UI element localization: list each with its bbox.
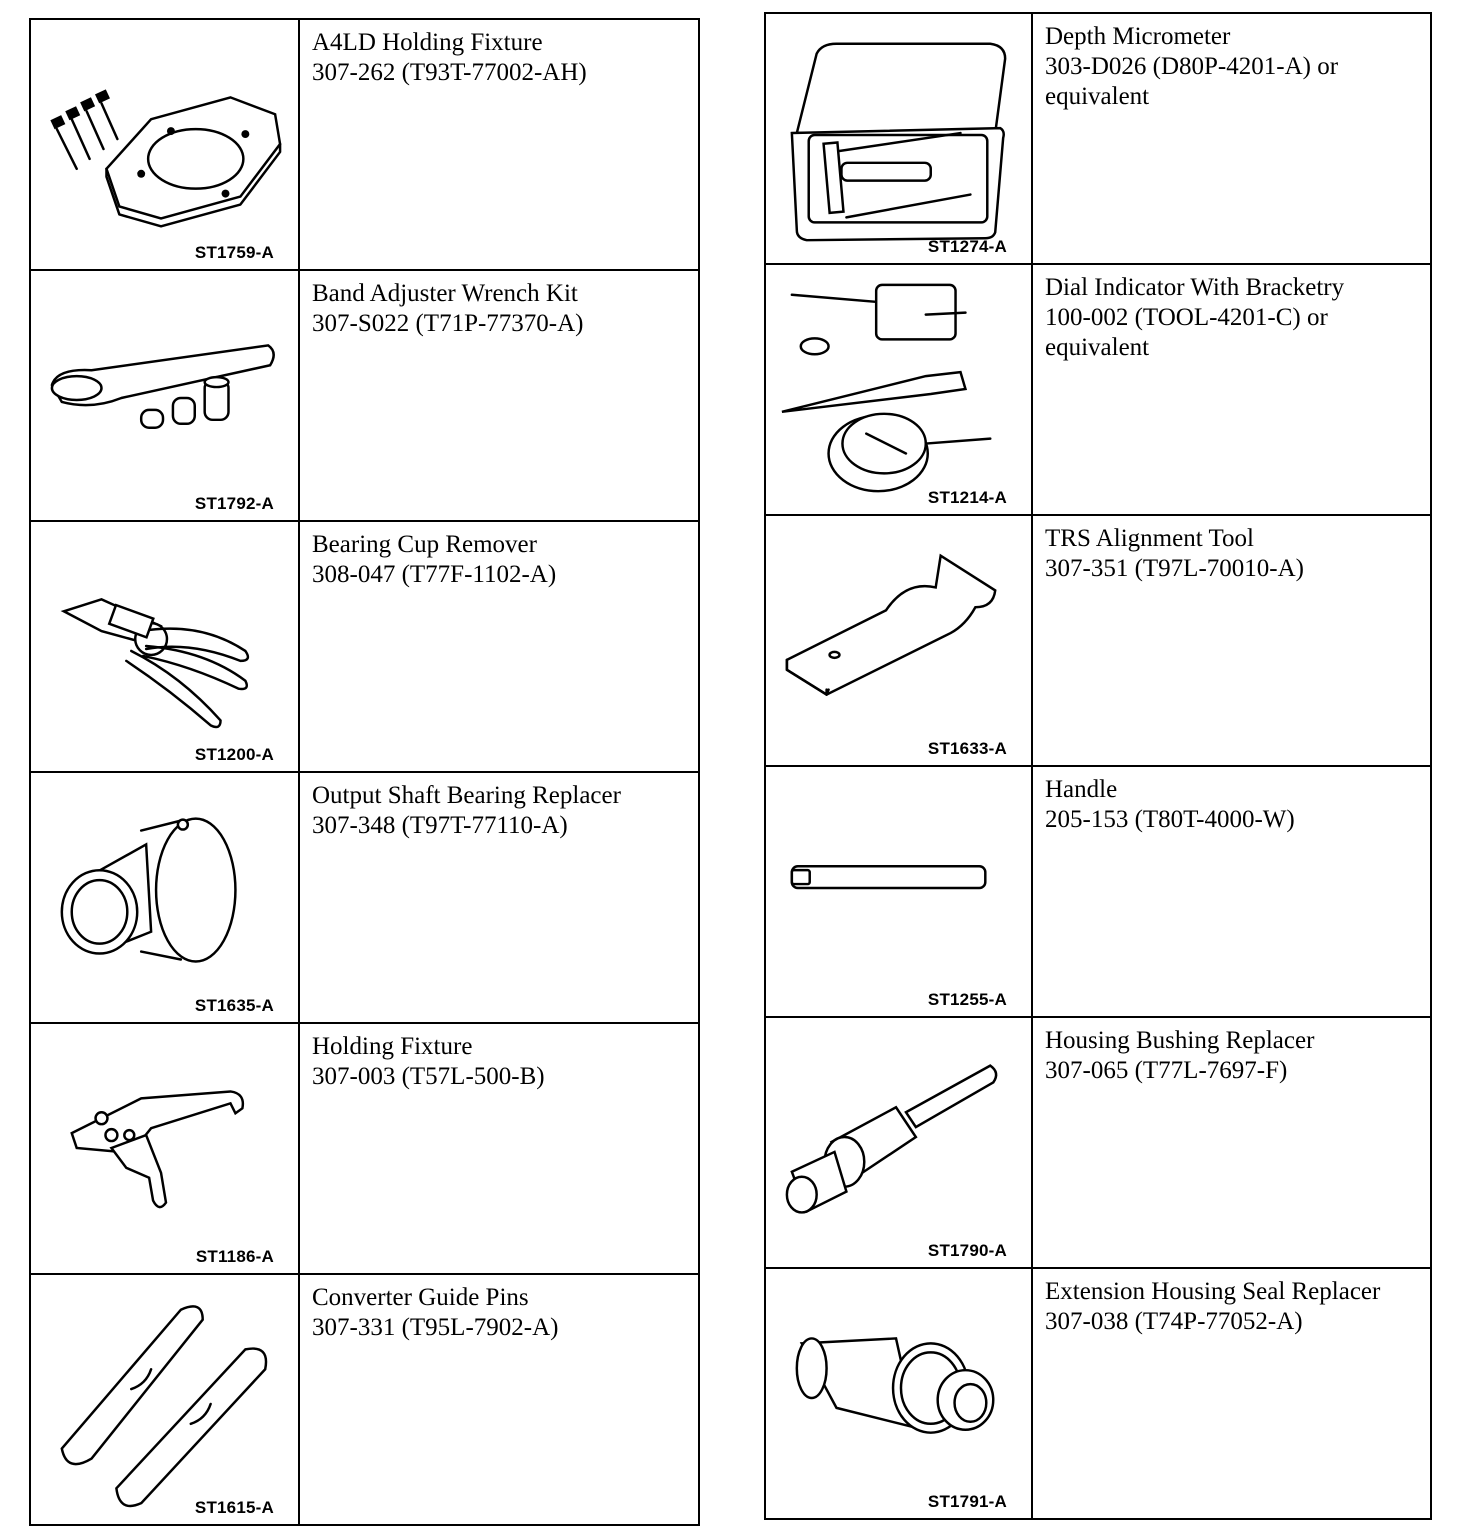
right-tool-table [764, 12, 1432, 1520]
tool-name: Dial Indicator With Bracketry [1045, 274, 1345, 301]
tool-description-cell [1032, 264, 1431, 515]
tool-number: 308-047 (T77F-1102-A) [312, 561, 557, 588]
tool-number-continued: equivalent [1045, 334, 1150, 361]
tool-number: 307-065 (T77L-7697-F) [1045, 1057, 1288, 1084]
table-row [765, 13, 1431, 264]
tool-name: Bearing Cup Remover [312, 531, 537, 558]
table-row [30, 1274, 699, 1525]
tool-description-cell [299, 521, 699, 772]
tool-illustration-cell [30, 1274, 299, 1525]
tool-illustration-cell [765, 13, 1032, 264]
table-row [30, 1023, 699, 1274]
table-row [30, 521, 699, 772]
table-row [30, 772, 699, 1023]
tool-description-cell [1032, 13, 1431, 264]
holding-plate-icon [31, 20, 298, 269]
bushing-replacer-icon [766, 1018, 1031, 1267]
tool-illustration-cell [765, 766, 1032, 1017]
tool-illustration-cell [765, 515, 1032, 766]
tool-number: 307-348 (T97T-77110-A) [312, 812, 568, 839]
left-tool-table [29, 18, 700, 1526]
dial-indicator-icon [766, 265, 1031, 514]
illustration-code: ST1759-A [194, 243, 274, 262]
tool-illustration-cell [30, 772, 299, 1023]
illustration-code: ST1615-A [194, 1498, 274, 1517]
tool-illustration-cell [765, 1268, 1032, 1519]
illustration-code: ST1633-A [927, 739, 1007, 758]
tool-illustration-cell [765, 264, 1032, 515]
puller-icon [31, 522, 298, 771]
tool-number: 307-351 (T97L-70010-A) [1045, 555, 1304, 582]
table-row [765, 1017, 1431, 1268]
holding-fixture-icon [31, 1024, 298, 1273]
table-row [30, 19, 699, 270]
micrometer-case-icon [766, 14, 1031, 263]
tool-illustration-cell [30, 270, 299, 521]
tool-name: Housing Bushing Replacer [1045, 1027, 1315, 1054]
tool-illustration-cell [30, 1023, 299, 1274]
illustration-code: ST1200-A [194, 745, 274, 764]
seal-replacer-icon [766, 1269, 1031, 1518]
illustration-code: ST1255-A [927, 990, 1007, 1009]
tool-number: 307-331 (T95L-7902-A) [312, 1314, 559, 1341]
tool-number: 307-262 (T93T-77002-AH) [312, 59, 587, 86]
bearing-replacer-icon [31, 773, 298, 1022]
tool-name: TRS Alignment Tool [1045, 525, 1254, 552]
table-row [765, 515, 1431, 766]
tool-name: Output Shaft Bearing Replacer [312, 782, 621, 809]
tool-name: Converter Guide Pins [312, 1284, 529, 1311]
tool-number: 100-002 (TOOL-4201-C) or [1045, 304, 1328, 331]
tool-name: Extension Housing Seal Replacer [1045, 1278, 1381, 1305]
tool-description-cell [1032, 515, 1431, 766]
illustration-code: ST1214-A [927, 488, 1007, 507]
tool-description-cell [299, 19, 699, 270]
tool-description-cell [299, 1023, 699, 1274]
table-row [765, 766, 1431, 1017]
tool-number: 205-153 (T80T-4000-W) [1045, 806, 1295, 833]
tool-illustration-cell [765, 1017, 1032, 1268]
tool-description-cell [1032, 1017, 1431, 1268]
illustration-code: ST1635-A [194, 996, 274, 1015]
tool-number: 307-038 (T74P-77052-A) [1045, 1308, 1303, 1335]
illustration-code: ST1186-A [195, 1247, 274, 1266]
tool-illustration-cell [30, 19, 299, 270]
illustration-code: ST1274-A [927, 237, 1007, 256]
tool-description-cell [299, 772, 699, 1023]
tool-name: Depth Micrometer [1045, 23, 1231, 50]
tool-name: Handle [1045, 776, 1118, 803]
tool-number: 303-D026 (D80P-4201-A) or [1045, 53, 1339, 80]
tool-number-continued: equivalent [1045, 83, 1150, 110]
table-row [765, 1268, 1431, 1519]
tool-name: Band Adjuster Wrench Kit [312, 280, 578, 307]
tool-description-cell [299, 270, 699, 521]
handle-icon [766, 767, 1031, 1016]
wrench-kit-icon [31, 271, 298, 520]
tool-illustration-cell [30, 521, 299, 772]
tool-description-cell [1032, 766, 1431, 1017]
tool-description-cell [1032, 1268, 1431, 1519]
tool-description-cell [299, 1274, 699, 1525]
illustration-code: ST1792-A [194, 494, 274, 513]
table-row [765, 264, 1431, 515]
tool-number: 307-S022 (T71P-77370-A) [312, 310, 584, 337]
tool-name: Holding Fixture [312, 1033, 473, 1060]
guide-pins-icon [31, 1275, 298, 1524]
alignment-tool-icon [766, 516, 1031, 765]
tool-name: A4LD Holding Fixture [312, 29, 543, 56]
illustration-code: ST1790-A [927, 1241, 1007, 1260]
illustration-code: ST1791-A [927, 1492, 1007, 1511]
table-row [30, 270, 699, 521]
tool-number: 307-003 (T57L-500-B) [312, 1063, 545, 1090]
